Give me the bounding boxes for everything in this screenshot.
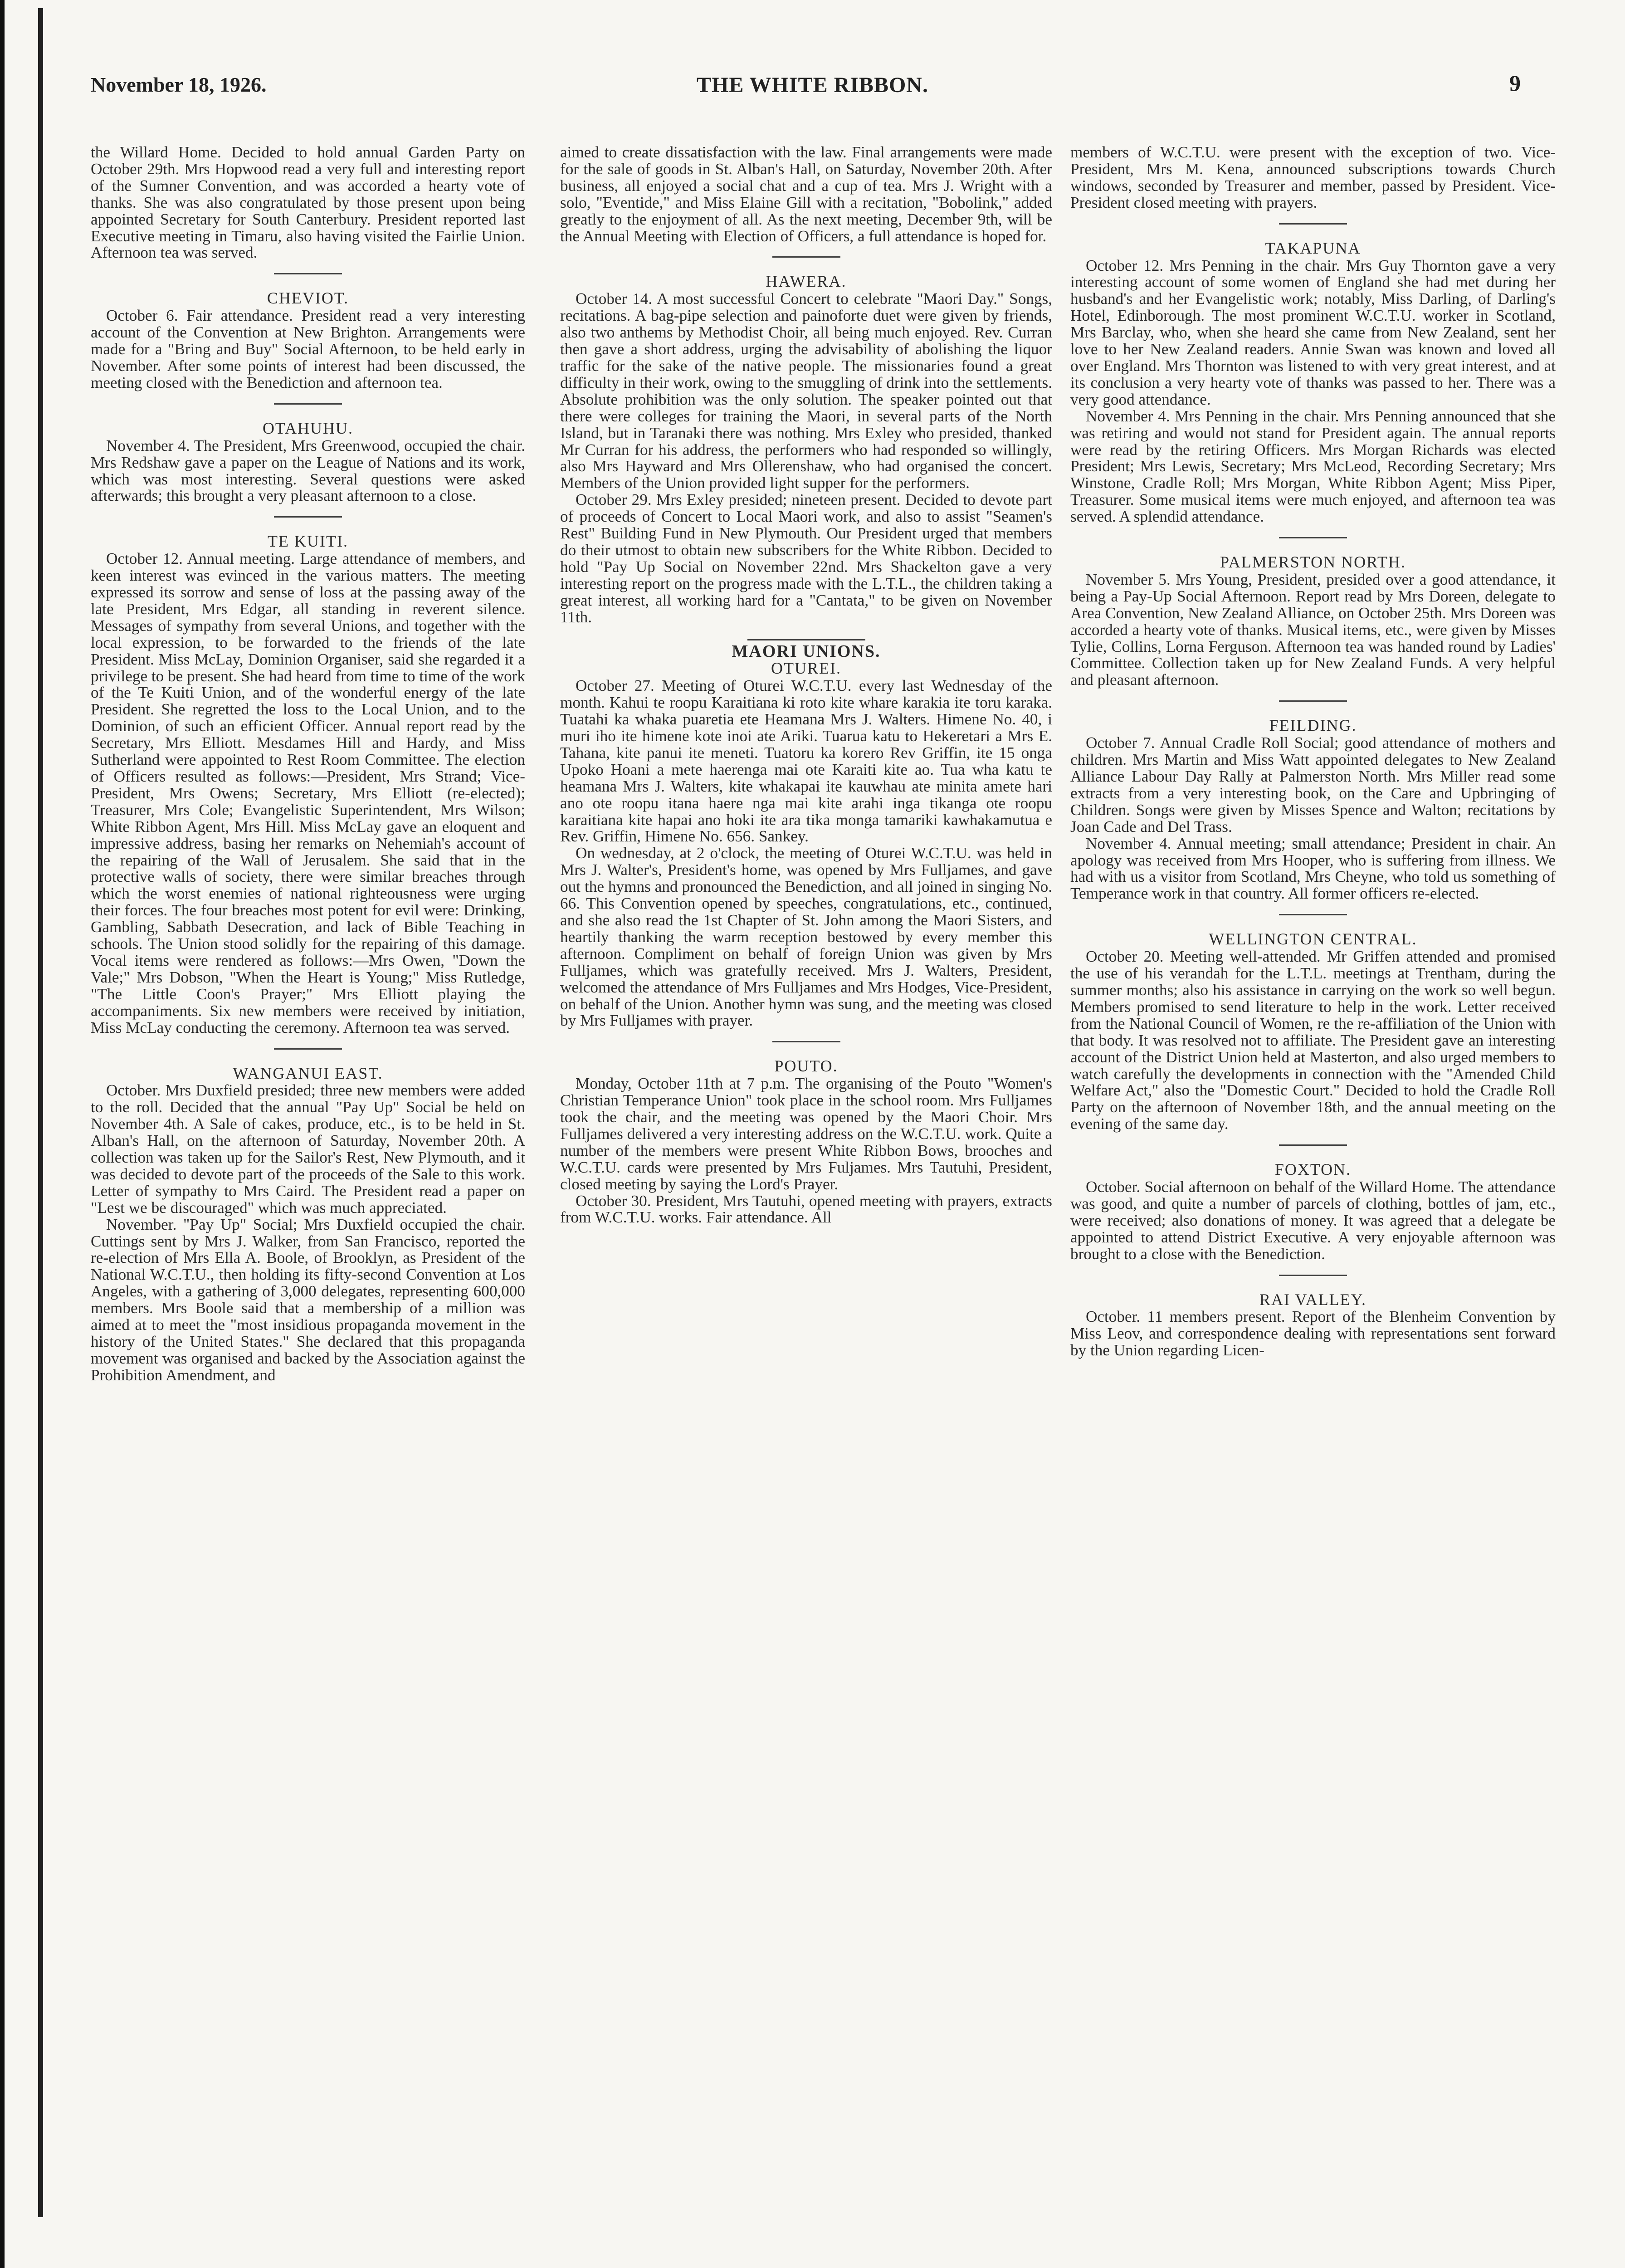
report-paragraph: November 4. The President, Mrs Greenwood, occupied the chair. Mrs Redshaw gave a paper on the League of Nations and its work, which was most interesting. Several questions were asked afterwards; this brought a very pleasant afternoon to a close.	[91, 436, 525, 505]
section-divider	[772, 1041, 840, 1042]
article-continuation: members of W.C.T.U. were present with the exception of two. Vice-President, Mrs M. Kena, announced subscriptions towards Church windows, seconded by Treasurer and member, passed by President. Vice-President closed meeting with prayers.	[1070, 143, 1556, 211]
page-number: 9	[1509, 70, 1521, 96]
report-paragraph: October 12. Mrs Penning in the chair. Mrs Guy Thornton gave a very interesting account of some women of England she had met during her husband's and her Evangelistic work; notably, Miss Darling, of Darling's Hotel, Edinborough. The most prominent W.C.T.U. worker in Scotland, Mrs Barclay, who, when she heard she came from New Zealand, sent her love to her New Zealand readers. Annie Swan was known and loved all over England. Mrs Thornton was listened to with very great interest, and at its conclusion a very hearty vote of thanks was passed to her. There was a very good attendance.	[1070, 256, 1556, 408]
section-heading-takapuna: TAKAPUNA	[1265, 239, 1361, 257]
report-paragraph: November 4. Mrs Penning in the chair. Mrs Penning announced that she was retiring and would not stand for President again. The annual reports were read by the retiring Officers. Mrs Morgan Richards was elected President; Mrs Lewis, Secretary; Mrs McLeod, Recording Secretary; Mrs Winstone, Cradle Roll; Mrs Morgan, White Ribbon Agent; Miss Piper, Treasurer. Some musical items were much enjoyed, and afternoon tea was served. A splendid attendance.	[1070, 407, 1556, 526]
section-divider	[274, 516, 342, 518]
section-divider	[1279, 1144, 1347, 1146]
section-divider	[747, 639, 865, 640]
article-continuation: the Willard Home. Decided to hold annual Garden Party on October 29th. Mrs Hopwood read a very full and interesting report of the Sumner Convention, and was accorded a hearty vote of thanks. She was also congratulated by those present upon being appointed Secretary for South Canterbury. President reported last Executive meeting in Timaru, also having visited the Fairlie Union. Afternoon tea was served.	[91, 143, 525, 262]
report-paragraph: On wednesday, at 2 o'clock, the meeting of Oturei W.C.T.U. was held in Mrs J. Walter's, President's home, was opened by Mrs Fulljames, and gave out the hymns and pronounced the Benediction, and all joined in singing No. 66. This Convention opened by speeches, congratulations, etc., continued, and she also read the 1st Chapter of St. John among the Maori Sisters, and heartily thanking the warm reception bestowed by every member this afternoon. Compliment on behalf of foreign Union was given by Mrs Fulljames, which was gratefully received. Mrs J. Walters, President, welcomed the attendance of Mrs Fulljames and Mrs Hodges, Vice-President, on behalf of the Union. Another hymn was sung, and the meeting was closed by Mrs Fulljames with prayer.	[560, 844, 1052, 1030]
section-heading-palmerston-north: PALMERSTON NORTH.	[1220, 553, 1406, 572]
section-heading-maori-unions: MAORI UNIONS.	[732, 642, 881, 661]
report-paragraph: October. Social afternoon on behalf of the Willard Home. The attendance was good, and quite a number of parcels of clothing, bottles of jam, etc., were received; also donations of money. It was agreed that a delegate be appointed to attend District Executive. A very enjoyable afternoon was brought to a close with the Benediction.	[1070, 1178, 1556, 1263]
section-divider	[1279, 537, 1347, 538]
issue-date: November 18, 1926.	[91, 73, 267, 96]
report-paragraph: October 27. Meeting of Oturei W.C.T.U. every last Wednesday of the month. Kahui te roopu Karaitiana ki roto kite whare karakia ite toru karaka. Tuatahi ka whaka puaretia ete Heamana Mrs J. Walters. Himene No. 40, i muri iho ite himene kote inoi ate Ariki. Tuarua katu to Hekeretari a Mrs E. Tahana, kite panui ite meneti. Tuatoru ka korero Rev Griffin, ite 15 onga Upoko Hoani a mete haerenga mai ote Karaiti kite ao. Tua wha katu te heamana Mrs J. Walters, kite whakapai ite kauwhau ate minita amete hari ano ote roopu itana haere nga mai kite arahi inga tikanga ote roopu karaitiana kite hapai ano hoki ite ara tika monga tamariki kawhakamutua e Rev. Griffin, Himene No. 656. Sankey.	[560, 677, 1052, 846]
section-divider	[1279, 223, 1347, 225]
masthead-title: THE WHITE RIBBON.	[697, 73, 928, 97]
column-1	[91, 144, 525, 1384]
report-paragraph: October 6. Fair attendance. President read a very interesting account of the Convention at New Brighton. Arrangements were made for a "Bring and Buy" Social Afternoon, to be held early in November. After some points of interest had been discussed, the meeting closed with the Benediction and afternoon tea.	[91, 307, 525, 391]
section-divider	[274, 273, 342, 274]
page-spine	[0, 0, 5, 2268]
section-divider	[772, 256, 840, 258]
report-paragraph: November 4. Annual meeting; small attendance; President in chair. An apology was received from Mrs Hooper, who is suffering from illness. We had with us a visitor from Scotland, Mrs Cheyne, who told us something of Temperance work in that country. All former officers re-elected.	[1070, 834, 1556, 903]
report-paragraph: October 30. President, Mrs Tautuhi, opened meeting with prayers, extracts from W.C.T.U. works. Fair attendance. All	[560, 1192, 1052, 1227]
column-3	[1070, 144, 1556, 1359]
section-heading-te-kuiti: TE KUITI.	[268, 532, 348, 551]
section-heading-pouto: POUTO.	[774, 1057, 838, 1075]
section-heading-oturei: OTUREI.	[771, 659, 841, 678]
report-paragraph: October 20. Meeting well-attended. Mr Griffen attended and promised the use of his verandah for the L.T.L. meetings at Trentham, during the summer months; also his assistance in carrying on the work so well begun. Members promised to send literature to help in the work. Letter received from the National Council of Women, re the re-affiliation of the Union with that body. It was resolved not to affiliate. The President gave an interesting account of the District Union held at Masterton, and also urged members to watch carefully the developments in connection with the "Amended Child Welfare Act," also the "Domestic Court." Decided to hold the Cradle Roll Party on the afternoon of November 18th, and the annual meeting on the evening of the same day.	[1070, 948, 1556, 1133]
report-paragraph: October 29. Mrs Exley presided; nineteen present. Decided to devote part of proceeds of Concert to Local Maori work, and also to assist "Seamen's Rest" Building Fund in New Plymouth. Our President urged that members do their utmost to obtain new subscribers for the White Ribbon. Decided to hold "Pay Up Social on November 22nd. Mrs Shackelton gave a very interesting report on the progress made with the L.T.L., the children taking a great interest, all working hard for a "Cantata," to be given on November 11th.	[560, 491, 1052, 626]
section-heading-rai-valley: RAI VALLEY.	[1259, 1290, 1367, 1309]
section-divider	[1279, 1275, 1347, 1276]
report-paragraph: November. "Pay Up" Social; Mrs Duxfield occupied the chair. Cuttings sent by Mrs J. Walker, from San Francisco, reported the re-election of Mrs Ella A. Boole, of Brooklyn, as President of the National W.C.T.U., then holding its fifty-second Convention at Los Angeles, with a gathering of 3,000 delegates, representing 600,000 members. Mrs Boole said that a membership of a million was aimed at to meet the "most insidious propaganda movement in the history of the United States." She declared that this propaganda movement was organised and backed by the Association against the Prohibition Amendment, and	[91, 1215, 525, 1384]
report-paragraph: October. 11 members present. Report of the Blenheim Convention by Miss Leov, and correspondence dealing with representations sent forward by the Union regarding Licen-	[1070, 1308, 1556, 1359]
section-heading-wellington-central: WELLINGTON CENTRAL.	[1209, 930, 1417, 948]
section-heading-otahuhu: OTAHUHU.	[262, 419, 354, 437]
section-divider	[1279, 914, 1347, 915]
section-heading-foxton: FOXTON.	[1274, 1160, 1352, 1179]
section-divider	[274, 1048, 342, 1050]
report-paragraph: October 14. A most successful Concert to celebrate "Maori Day." Songs, recitations. A bag-pipe selection and painoforte duet were given by friends, also two anthems by Methodist Choir, all being much enjoyed. Rev. Curran then gave a short address, urging the advisability of abolishing the liquor traffic for the sake of the native people. The missionaries found a great difficulty in their work, owing to the smuggling of drink into the settlements. Absolute prohibition was the only solution. The speaker pointed out that there were colleges for training the Maori, in several parts of the North Island, but in Taranaki there was nothing. Mrs Exley who presided, thanked Mr Curran for his address, the performers who had responded so willingly, also Mrs Hayward and Mrs Ollerenshaw, who had organised the concert. Members of the Union provided light supper for the performers.	[560, 290, 1052, 492]
report-paragraph: October 7. Annual Cradle Roll Social; good attendance of mothers and children. Mrs Martin and Miss Watt appointed delegates to New Zealand Alliance Labour Day Rally at Palmerston North. Mrs Miller read some extracts from a very interesting book, on the Care and Upbringing of Children. Songs were given by Misses Spence and Walton; recitations by Joan Cade and Del Trass.	[1070, 734, 1556, 836]
section-heading-wanganui-east: WANGANUI EAST.	[233, 1064, 383, 1082]
report-paragraph: Monday, October 11th at 7 p.m. The organising of the Pouto "Women's Christian Temperance Union" took place in the school room. Mrs Fulljames took the chair, and the meeting was opened by the Maori Choir. Mrs Fulljames delivered a very interesting address on the W.C.T.U. work. Quite a number of the members were present White Ribbon Bows, brooches and W.C.T.U. cards were presented by Mrs Fuljames. Mrs Tautuhi, President, closed meeting by saying the Lord's Prayer.	[560, 1075, 1052, 1193]
section-heading-feilding: FEILDING.	[1269, 716, 1357, 735]
section-heading-hawera: HAWERA.	[766, 272, 847, 291]
article-continuation: aimed to create dissatisfaction with the law. Final arrangements were made for the sale of goods in St. Alban's Hall, on Saturday, November 20th. After business, all enjoyed a social chat and a cup of tea. Mrs J. Wright with a solo, "Eventide," and Miss Elaine Gill with a recitation, "Bobolink," added greatly to the enjoyment of all. As the next meeting, December 9th, will be the Annual Meeting with Election of Officers, a full attendance is hoped for.	[560, 143, 1052, 245]
section-divider	[274, 403, 342, 405]
report-paragraph: October 12. Annual meeting. Large attendance of members, and keen interest was evinced in the various matters. The meeting expressed its sorrow and sense of loss at the passing away of the late President, Mrs Edgar, all standing in reverent silence. Messages of sympathy from several Unions, and together with the local expression, to be forwarded to the friends of the late President. Miss McLay, Dominion Organiser, said she regarded it a privilege to be present. She had heard from time to time of the work of the Te Kuiti Union, and of the wonderful energy of the late President. She regretted the loss to the Local Union, and to the Dominion, of such an efficient Officer. Annual report read by the Secretary, Mrs Elliott. Mesdames Hill and Hardy, and Miss Sutherland were appointed to Rest Room Committee. The election of Officers resulted as follows:—President, Mrs Strand; Vice-President, Mrs Owens; Secretary, Mrs Elliott (re-elected); Treasurer, Mrs Cole; Evangelistic Superintendent, Mrs Wilson; White Ribbon Agent, Mrs Hill. Miss McLay gave an eloquent and impressive address, basing her remarks on Nehemiah's account of the repairing of the Wall of Jerusalem. She said that in the protective walls of society, there were similar breaches through which the worst enemies of national righteousness were urging their forces. The four breaches most potent for evil were: Drinking, Gambling, Sabbath Desecration, and lack of Bible Teaching in schools. The Union stood solidly for the repairing of this damage. Vocal items were rendered as follows:—Mrs Owen, "Down the Vale;" Mrs Dobson, "When the Heart is Young;" Miss Rutledge, "The Little Coon's Prayer;" Mrs Elliott playing the accompaniments. Six new members were received by initiation, Miss McLay conducting the ceremony. Afternoon tea was served.	[91, 550, 525, 1036]
report-paragraph: November 5. Mrs Young, President, presided over a good attendance, it being a Pay-Up Social Afternoon. Report read by Mrs Doreen, delegate to Area Convention, New Zealand Alliance, on October 25th. Mrs Doreen was accorded a hearty vote of thanks. Musical items, etc., were given by Misses Tylie, Collins, Lorna Ferguson. Afternoon tea was handed round by Ladies' Committee. Collection taken up for New Zealand Funds. A very helpful and pleasant afternoon.	[1070, 570, 1556, 689]
page-header	[91, 70, 1534, 113]
report-paragraph: October. Mrs Duxfield presided; three new members were added to the roll. Decided that the annual "Pay Up" Social be held on November 4th. A Sale of cakes, produce, etc., is to be held in St. Alban's Hall, on the afternoon of Saturday, November 20th. A collection was taken up for the Sailor's Rest, New Plymouth, and it was decided to devote part of the proceeds of the Sale to this work. Letter of sympathy to Mrs Caird. The President read a paper on "Lest we be discouraged" which was much appreciated.	[91, 1081, 525, 1217]
column-2	[560, 144, 1052, 1226]
page-edge-line	[38, 8, 43, 2217]
section-divider	[1279, 700, 1347, 702]
section-heading-cheviot: CHEVIOT.	[267, 289, 349, 308]
